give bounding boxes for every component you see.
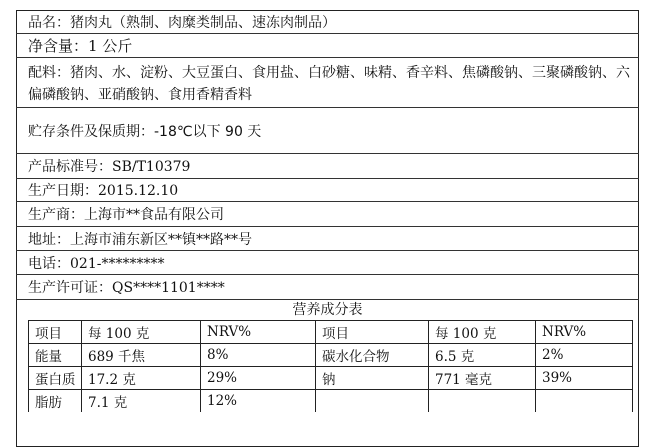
- storage-row: [16, 108, 639, 154]
- standard-row: [16, 154, 639, 179]
- net-content: 净含量：1 公斤: [28, 37, 133, 55]
- product-name-row: [16, 10, 639, 34]
- table-cell: 12%: [201, 390, 316, 413]
- nutrition-header-row: [29, 321, 633, 344]
- nutrition-row: [29, 344, 633, 367]
- header-cell: 项目: [29, 321, 82, 344]
- header-cell: 每 100 克: [82, 321, 201, 344]
- standard-number: 产品标准号：SB/T10379: [28, 159, 191, 175]
- production-date: 生产日期：2015.12.10: [28, 183, 179, 199]
- table-cell: 能量: [29, 344, 82, 367]
- table-cell: 脂肪: [29, 390, 82, 413]
- ingredients-text: 配料：猪肉、水、淀粉、大豆蛋白、食用盐、白砂糖、味精、香辛料、焦磷酸钠、三聚磷酸钠、六偏磷酸钠、亚硝酸钠、食用香精香料: [28, 65, 630, 103]
- table-cell: [429, 390, 536, 413]
- nutrition-row: [29, 390, 633, 413]
- table-cell: 689 千焦: [82, 344, 201, 367]
- phone-row: [16, 251, 639, 275]
- table-cell: [536, 390, 633, 413]
- manufacturer: 生产商：上海市**食品有限公司: [28, 207, 224, 223]
- storage-label: 贮存条件及保质期：: [28, 123, 154, 140]
- nutrition-row: [29, 367, 633, 390]
- table-cell: 7.1 克: [82, 390, 201, 413]
- product-name: 品名：猪肉丸（熟制、肉糜类制品、速冻肉制品）: [28, 14, 336, 31]
- table-cell: 蛋白质: [29, 367, 82, 390]
- phone: 电话：021-*********: [28, 255, 165, 272]
- table-cell: 39%: [536, 367, 633, 390]
- license-row: [16, 275, 639, 300]
- table-cell: 8%: [201, 344, 316, 367]
- header-cell: NRV%: [201, 321, 316, 344]
- table-cell: 碳水化合物: [316, 344, 429, 367]
- table-cell: [316, 390, 429, 413]
- address: 地址：上海市浦东新区**镇**路**号: [28, 231, 252, 248]
- table-cell: 钠: [316, 367, 429, 390]
- table-cell: 6.5 克: [429, 344, 536, 367]
- table-cell: 2%: [536, 344, 633, 367]
- address-row: [16, 227, 639, 251]
- header-cell: 每 100 克: [429, 321, 536, 344]
- nutrition-table: [28, 320, 633, 412]
- production-date-row: [16, 179, 639, 202]
- table-cell: 771 毫克: [429, 367, 536, 390]
- ingredients-row: [16, 58, 639, 108]
- manufacturer-row: [16, 202, 639, 227]
- table-cell: 17.2 克: [82, 367, 201, 390]
- net-content-row: [16, 34, 639, 58]
- storage-value: -18℃以下 90 天: [154, 123, 262, 140]
- license: 生产许可证：QS****1101****: [28, 280, 225, 296]
- header-cell: 项目: [316, 321, 429, 344]
- nutrition-title: 营养成分表: [292, 302, 363, 318]
- table-cell: 29%: [201, 367, 316, 390]
- header-cell: NRV%: [536, 321, 633, 344]
